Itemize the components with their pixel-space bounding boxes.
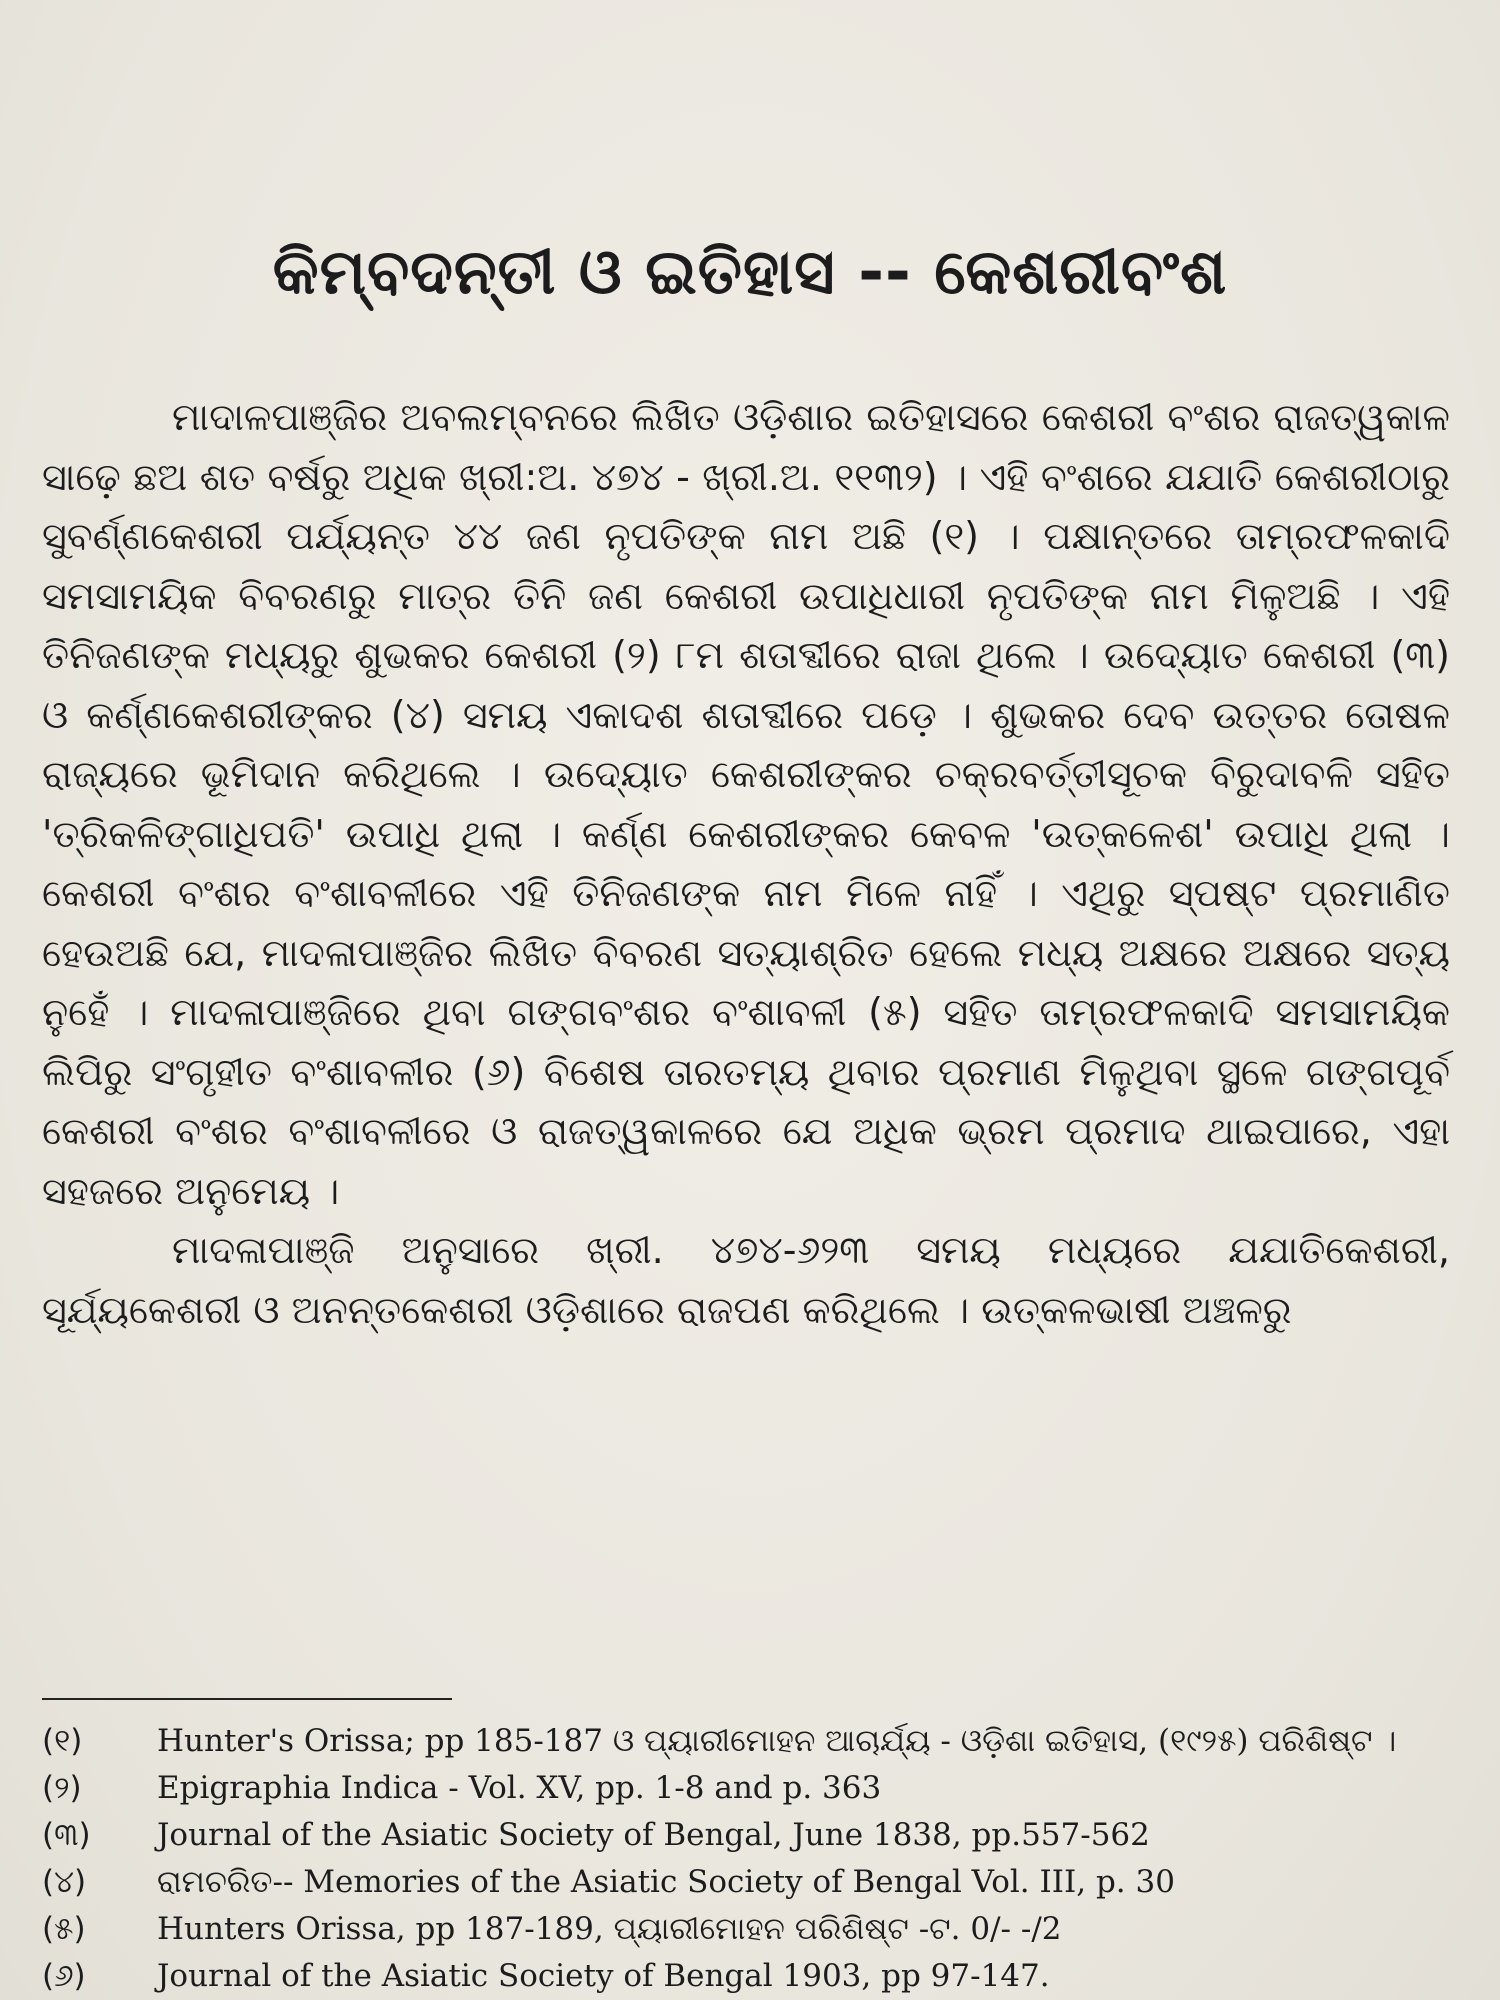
- footnote-divider: [42, 1698, 452, 1700]
- footnote-number: (୩): [42, 1817, 91, 1853]
- page-title: କିମ୍ବଦନ୍ତୀ ଓ ଇତିହାସ -- କେଶରୀବଂଶ: [272, 235, 1228, 308]
- paragraph-2: ମାଦଳାପାଞ୍ଜି ଅନୁସାରେ ଖ୍ରୀ. ୪୭୪-୬୨୩ ସମୟ ମଧ୍ୟରେ ଯଯାତିକେଶରୀ, ସୂର୍ଯ୍ୟକେଶରୀ ଓ ଅନନ୍ତକେଶରୀ ଓଡ଼ିଶାରେ ରାଜପଣ କରିଥିଲେ । ଉତ୍କଳଭାଷୀ ଅଞ୍ଚଳରୁ: [42, 1228, 1450, 1332]
- footnote: [42, 1718, 1450, 1765]
- footnote-text: Journal of the Asiatic Society of Bengal 1903, pp 97-147.: [157, 1958, 1050, 1994]
- footnote-number: (୫): [42, 1911, 86, 1947]
- footnote-text: Journal of the Asiatic Society of Bengal, June 1838, pp.557-562: [157, 1817, 1150, 1853]
- body-text: [42, 388, 1450, 1340]
- footnote-number: (୬): [42, 1958, 86, 1994]
- footnote: [42, 1859, 1450, 1906]
- footnotes: [42, 1718, 1450, 2000]
- footnote-text: Epigraphia Indica - Vol. XV, pp. 1-8 and p. 363: [157, 1770, 882, 1806]
- footnote-text: Hunters Orissa, pp 187-189, ପ୍ୟାରୀମୋହନ ପରିଶିଷ୍ଟ -ଟ. 0/- -/2: [157, 1911, 1062, 1947]
- footnote-number: (୧): [42, 1723, 83, 1759]
- footnote: [42, 1906, 1450, 1953]
- footnote-text: Hunter's Orissa; pp 185-187 ଓ ପ୍ୟାରୀମୋହନ ଆଚାର୍ଯ୍ୟ - ଓଡ଼ିଶା ଇତିହାସ, (୧୯୨୫) ପରିଶିଷ୍ଟ ।: [157, 1723, 1397, 1759]
- footnote-number: (୨): [42, 1770, 82, 1806]
- footnote: [42, 1953, 1450, 2000]
- footnote: [42, 1812, 1450, 1859]
- footnote-number: (୪): [42, 1864, 87, 1900]
- footnote-text: ରାମଚରିତ-- Memories of the Asiatic Society of Bengal Vol. III, p. 30: [157, 1864, 1175, 1900]
- paragraph-1: ମାଦାଳପାଞ୍ଜିର ଅବଲମ୍ବନରେ ଲିଖିତ ଓଡ଼ିଶାର ଇତିହାସରେ କେଶରୀ ବଂଶର ରାଜତ୍ୱକାଳ ସାଢ଼େ ଛଅ ଶତ ବର୍ଷରୁ ଅଧିକ ଖ୍ରୀ:ଅ. ୪୭୪ - ଖ୍ରୀ.ଅ. ୧୧୩୨) । ଏହି ବଂଶରେ ଯଯାତି କେଶରୀଠାରୁ ସୁବର୍ଣ୍ଣକେଶରୀ ପର୍ଯ୍ୟନ୍ତ ୪୪ ଜଣ ନୃପତିଙ୍କ ନାମ ଅଛି (୧) । ପକ୍ଷାନ୍ତରେ ତାମ୍ରଫଳକାଦି ସମସାମୟିକ ବିବରଣରୁ ମାତ୍ର ତିନି ଜଣ କେଶରୀ ଉପାଧିଧାରୀ ନୃପତିଙ୍କ ନାମ ମିଳୁଅଛି । ଏହି ତିନିଜଣଙ୍କ ମଧ୍ୟରୁ ଶୁଭକର କେଶରୀ (୨) ୮ମ ଶତାବ୍ଦୀରେ ରାଜା ଥିଲେ । ଉଦ୍ୟୋତ କେଶରୀ (୩) ଓ କର୍ଣ୍ଣକେଶରୀଙ୍କର (୪) ସମୟ ଏକାଦଶ ଶତାବ୍ଦୀରେ ପଡ଼େ । ଶୁଭକର ଦେବ ଉତ୍ତର ତୋଷଳ ରାଜ୍ୟରେ ଭୂମିଦାନ କରିଥିଲେ । ଉଦ୍ୟୋତ କେଶରୀଙ୍କର ଚକ୍ରବର୍ତ୍ତୀସୂଚକ ବିରୁଦାବଳି ସହିତ 'ତ୍ରିକଳିଙ୍ଗାଧିପତି' ଉପାଧି ଥିଲା । କର୍ଣ୍ଣ କେଶରୀଙ୍କର କେବଳ 'ଉତ୍କଳେଶ' ଉପାଧି ଥିଲା । କେଶରୀ ବଂଶର ବଂଶାବଳୀରେ ଏହି ତିନିଜଣଙ୍କ ନାମ ମିଳେ ନାହିଁ । ଏଥିରୁ ସ୍ପଷ୍ଟ ପ୍ରମାଣିତ ହେଉଅଛି ଯେ, ମାଦଳାପାଞ୍ଜିର ଲିଖିତ ବିବରଣ ସତ୍ୟାଶ୍ରିତ ହେଲେ ମଧ୍ୟ ଅକ୍ଷରେ ଅକ୍ଷରେ ସତ୍ୟ ନୁହେଁ । ମାଦଳାପାଞ୍ଜିରେ ଥିବା ଗଙ୍ଗବଂଶର ବଂଶାବଳୀ (୫) ସହିତ ତାମ୍ରଫଳକାଦି ସମସାମୟିକ ଲିପିରୁ ସଂଗୃହୀତ ବଂଶାବଳୀର (୬) ବିଶେଷ ତାରତମ୍ୟ ଥିବାର ପ୍ରମାଣ ମିଳୁଥିବା ସ୍ଥଳେ ଗଙ୍ଗପୂର୍ବ କେଶରୀ ବଂଶର ବଂଶାବଳୀରେ ଓ ରାଜତ୍ୱକାଳରେ ଯେ ଅଧିକ ଭ୍ରମ ପ୍ରମାଦ ଥାଇପାରେ, ଏହା ସହଜରେ ଅନୁମେୟ ।: [42, 395, 1450, 1213]
- footnote: [42, 1765, 1450, 1812]
